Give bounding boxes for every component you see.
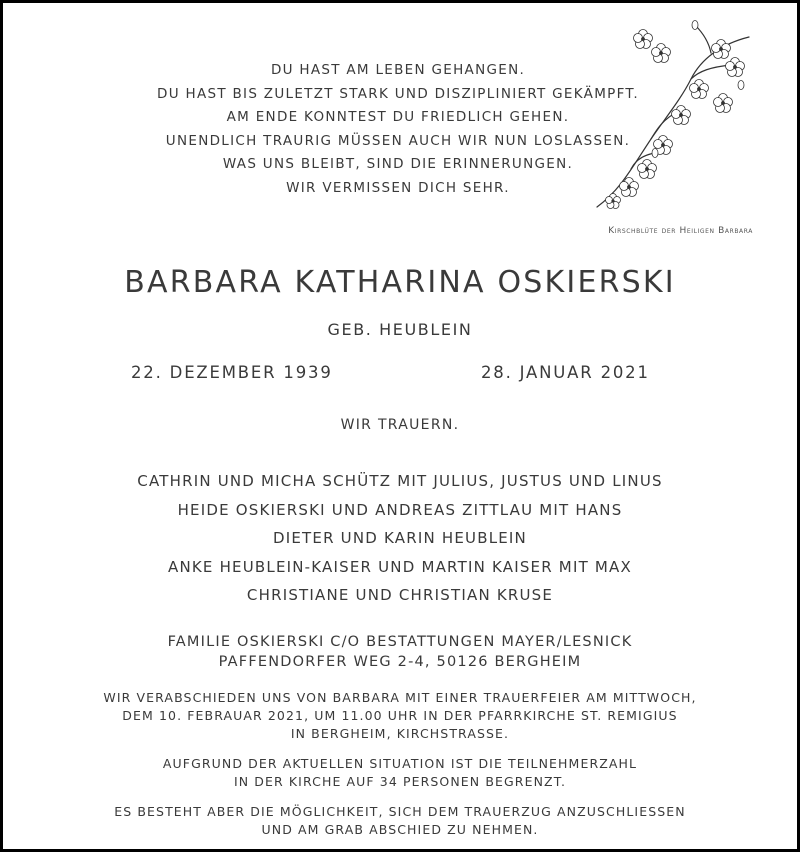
- family-member: CATHRIN UND MICHA SCHÜTZ MIT JULIUS, JUSTUS UND LINUS: [137, 472, 663, 490]
- funeral-service-notice: [3, 689, 797, 743]
- address-line: FAMILIE OSKIERSKI C/O BESTATTUNGEN MAYER/LESNICK: [167, 634, 633, 650]
- notice-line: IN DER KIRCHE AUF 34 PERSONEN BEGRENZT.: [233, 774, 567, 789]
- notice-line: WIR VERABSCHIEDEN UNS VON BARBARA MIT EINER TRAUERFEIER AM MITTWOCH,: [103, 690, 697, 705]
- mourning-line: WIR TRAUERN.: [340, 417, 460, 433]
- illustration-caption: Kirschblüte der Heiligen Barbara: [608, 226, 753, 236]
- poem-line: UNENDLICH TRAURIG MÜSSEN AUCH WIR NUN LOSLASSEN.: [165, 132, 631, 149]
- poem-line: WAS UNS BLEIBT, SIND DIE ERINNERUNGEN.: [222, 156, 574, 172]
- attendance-limit-notice: [3, 755, 797, 791]
- procession-notice: [3, 803, 797, 839]
- notice-line: UND AM GRAB ABSCHIED ZU NEHMEN.: [261, 822, 539, 837]
- notice-line: AUFGRUND DER AKTUELLEN SITUATION IST DIE TEILNEHMERZAHL: [162, 756, 638, 771]
- birth-date: 22. DEZEMBER 1939: [131, 363, 333, 382]
- family-list: [3, 467, 797, 610]
- poem-line: AM ENDE KONNTEST DU FRIEDLICH GEHEN.: [226, 109, 570, 125]
- family-member: CHRISTIANE UND CHRISTIAN KRUSE: [246, 586, 554, 604]
- contact-address: [3, 632, 797, 672]
- cherry-blossom-branch-icon: [591, 19, 751, 219]
- deceased-name: BARBARA KATHARINA OSKIERSKI: [124, 265, 676, 300]
- family-member: ANKE HEUBLEIN-KAISER UND MARTIN KAISER MIT MAX: [168, 557, 632, 576]
- notice-line: DEM 10. FEBRAUAR 2021, UM 11.00 UHR IN DER PFARRKIRCHE ST. REMIGIUS: [122, 708, 678, 723]
- notice-line: ES BESTEHT ABER DIE MÖGLICHKEIT, SICH DEM TRAUERZUG ANZUSCHLIESSEN: [114, 804, 686, 819]
- family-member: DIETER UND KARIN HEUBLEIN: [273, 529, 527, 547]
- poem-line: DU HAST BIS ZULETZT STARK UND DISZIPLINIERT GEKÄMPFT.: [157, 85, 639, 102]
- address-line: PAFFENDORFER WEG 2-4, 50126 BERGHEIM: [218, 654, 582, 670]
- notice-line: IN BERGHEIM, KIRCHSTRASSE.: [290, 726, 510, 741]
- poem-line: DU HAST AM LEBEN GEHANGEN.: [270, 62, 526, 78]
- family-member: HEIDE OSKIERSKI UND ANDREAS ZITTLAU MIT HANS: [177, 500, 623, 519]
- maiden-name: GEB. HEUBLEIN: [327, 320, 473, 339]
- poem-line: WIR VERMISSEN DICH SEHR.: [286, 179, 510, 196]
- death-date: 28. JANUAR 2021: [481, 363, 650, 382]
